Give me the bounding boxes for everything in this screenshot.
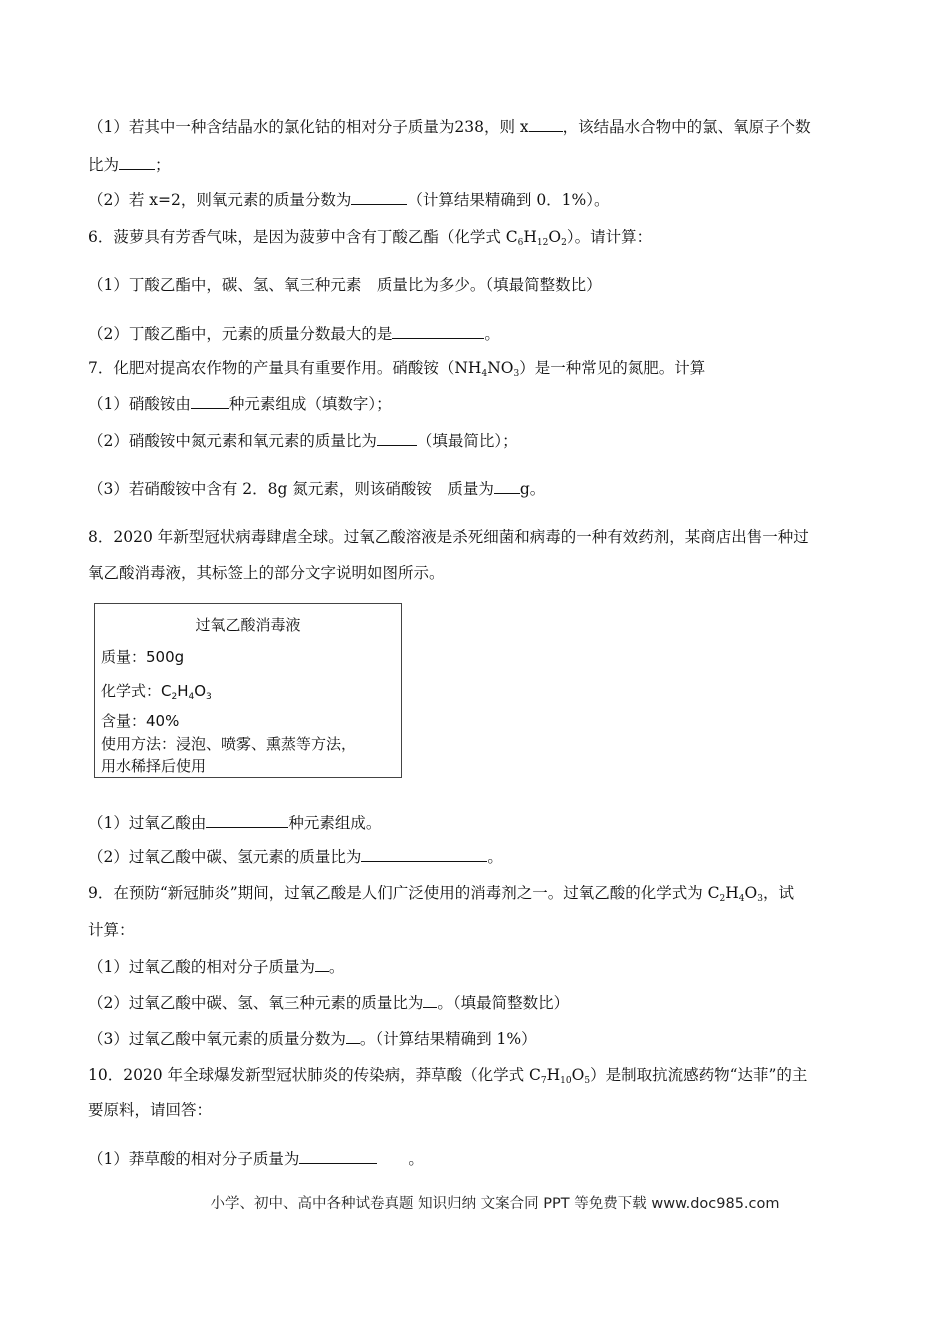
text: （1）过氧乙酸由 bbox=[88, 814, 207, 832]
text: （1）莽草酸的相对分子质量为 bbox=[88, 1150, 300, 1168]
q7-stem bbox=[88, 358, 705, 384]
q8-stem-line1: 8．2020 年新型冠状病毒肆虐全球。过氧乙酸溶液是杀死细菌和病毒的一种有效药剂，某商店出售一种过 bbox=[88, 528, 809, 546]
text: NO bbox=[487, 359, 514, 377]
subscript: 3 bbox=[206, 692, 212, 702]
text: H bbox=[546, 1066, 561, 1084]
q6-part2 bbox=[88, 324, 500, 344]
text: 。（填最简整数比） bbox=[437, 994, 570, 1012]
answer-blank bbox=[529, 117, 563, 132]
text: ）是制取抗流感药物“达菲”的主 bbox=[590, 1066, 808, 1084]
q7-part1 bbox=[88, 394, 392, 414]
subscript: 4 bbox=[481, 369, 488, 379]
text: 。 bbox=[328, 958, 345, 976]
text: （2）硝酸铵中氮元素和氧元素的质量比为 bbox=[88, 432, 377, 450]
text: （3）过氧乙酸中氧元素的质量分数为 bbox=[88, 1030, 346, 1048]
text: 6．菠萝具有芳香气味，是因为菠萝中含有丁酸乙酯（化学式 C bbox=[88, 228, 518, 246]
subscript: 10 bbox=[560, 1076, 572, 1086]
subscript: 5 bbox=[584, 1076, 591, 1086]
text: 化学式：C bbox=[101, 682, 172, 700]
text: 。（计算结果精确到 1%） bbox=[359, 1030, 537, 1048]
subscript: 2 bbox=[171, 692, 178, 702]
answer-blank bbox=[361, 847, 487, 862]
subscript: 7 bbox=[540, 1076, 547, 1086]
q9-part2 bbox=[88, 993, 569, 1013]
q9-part1 bbox=[88, 957, 344, 977]
text: （2）过氧乙酸中碳、氢、氧三种元素的质量比为 bbox=[88, 994, 424, 1012]
label-title: 过氧乙酸消毒液 bbox=[195, 616, 301, 634]
text: 7．化肥对提高农作物的产量具有重要作用。硝酸铵（NH bbox=[88, 359, 482, 377]
text: ； bbox=[155, 156, 171, 174]
text: （计算结果精确到 0．1%）。 bbox=[407, 191, 610, 209]
answer-blank bbox=[119, 155, 155, 170]
subscript: 2 bbox=[719, 894, 726, 904]
q8-part2 bbox=[88, 847, 503, 867]
answer-blank bbox=[206, 813, 288, 828]
q8-stem-line2: 氧乙酸消毒液，其标签上的部分文字说明如图所示。 bbox=[88, 564, 445, 582]
subscript: 3 bbox=[757, 894, 763, 904]
answer-blank bbox=[392, 324, 484, 339]
text: （2）若 x=2，则氧元素的质量分数为 bbox=[88, 191, 352, 209]
text: （填最简比）； bbox=[416, 432, 518, 450]
text: O bbox=[548, 228, 562, 246]
text: （2）过氧乙酸中碳、氢元素的质量比为 bbox=[88, 848, 362, 866]
text: H bbox=[523, 228, 537, 246]
text: O bbox=[194, 682, 207, 700]
answer-blank bbox=[423, 993, 437, 1008]
text: 。 bbox=[484, 325, 500, 343]
q10-stem-line1 bbox=[88, 1065, 807, 1091]
label-usage-2: 用水稀择后使用 bbox=[101, 757, 207, 775]
answer-blank bbox=[315, 957, 329, 972]
subscript: 2 bbox=[561, 238, 567, 248]
footer-watermark: 小学、初中、高中各种试卷真题 知识归纳 文案合同 PPT 等免费下载 www.doc985.com bbox=[210, 1196, 780, 1212]
q5-part1-line2 bbox=[88, 155, 171, 175]
label-usage-1: 使用方法：浸泡、喷雾、熏蒸等方法， bbox=[101, 735, 357, 753]
answer-blank bbox=[377, 431, 417, 446]
text: 。 bbox=[487, 848, 503, 866]
text: （3）若硝酸铵中含有 2．8g 氮元素，则该硝酸铵 质量为 bbox=[88, 480, 494, 498]
q6-stem bbox=[88, 227, 652, 253]
text: H bbox=[177, 682, 189, 700]
q6-part1: （1）丁酸乙酯中，碳、氢、氧三种元素 质量比为多少。（填最简整数比） bbox=[88, 276, 602, 294]
text: H bbox=[725, 884, 739, 902]
q5-part1-line1 bbox=[88, 117, 811, 137]
subscript: 6 bbox=[517, 238, 524, 248]
subscript: 4 bbox=[188, 692, 195, 702]
subscript: 12 bbox=[536, 238, 549, 248]
q7-part3 bbox=[88, 479, 545, 499]
subscript: 3 bbox=[513, 369, 520, 379]
label-content: 含量：40% bbox=[101, 712, 180, 730]
text: O bbox=[744, 884, 758, 902]
text: 比为 bbox=[88, 156, 120, 174]
text: （2）丁酸乙酯中，元素的质量分数最大的是 bbox=[88, 325, 393, 343]
q9-stem-line2: 计算： bbox=[88, 921, 135, 939]
text: g。 bbox=[519, 480, 546, 498]
q10-part1 bbox=[88, 1149, 424, 1169]
answer-blank bbox=[299, 1149, 377, 1164]
label-mass: 质量：500g bbox=[101, 648, 185, 666]
text: O bbox=[571, 1066, 585, 1084]
q10-stem-line2: 要原料，请回答： bbox=[88, 1101, 213, 1119]
text: 10．2020 年全球爆发新型冠状肺炎的传染病，莽草酸（化学式 C bbox=[88, 1066, 541, 1084]
text: ）。请计算： bbox=[566, 228, 653, 246]
text: ）是一种常见的氮肥。计算 bbox=[519, 359, 706, 377]
q8-part1 bbox=[88, 813, 381, 833]
subscript: 4 bbox=[738, 894, 745, 904]
answer-blank bbox=[351, 190, 407, 205]
text: （1）过氧乙酸的相对分子质量为 bbox=[88, 958, 315, 976]
answer-blank bbox=[191, 394, 229, 409]
q5-part2 bbox=[88, 190, 610, 210]
text: 。 bbox=[377, 1150, 424, 1168]
answer-blank bbox=[494, 479, 520, 494]
text: （1）若其中一种含结晶水的氯化钴的相对分子质量为238，则 x bbox=[88, 118, 529, 136]
label-formula bbox=[101, 680, 212, 702]
text: （1）硝酸铵由 bbox=[88, 395, 191, 413]
text: 种元素组成。 bbox=[288, 814, 382, 832]
text: 种元素组成（填数字）； bbox=[228, 395, 392, 413]
answer-blank bbox=[346, 1029, 360, 1044]
q9-stem-line1 bbox=[88, 883, 794, 909]
product-label bbox=[94, 603, 402, 778]
q7-part2 bbox=[88, 431, 518, 451]
text: 9．在预防“新冠肺炎”期间，过氧乙酸是人们广泛使用的消毒剂之一。过氧乙酸的化学式为 C bbox=[88, 884, 720, 902]
text: ，试 bbox=[762, 884, 794, 902]
text: ，该结晶水合物中的氯、氧原子个数 bbox=[562, 118, 811, 136]
q9-part3 bbox=[88, 1029, 537, 1049]
